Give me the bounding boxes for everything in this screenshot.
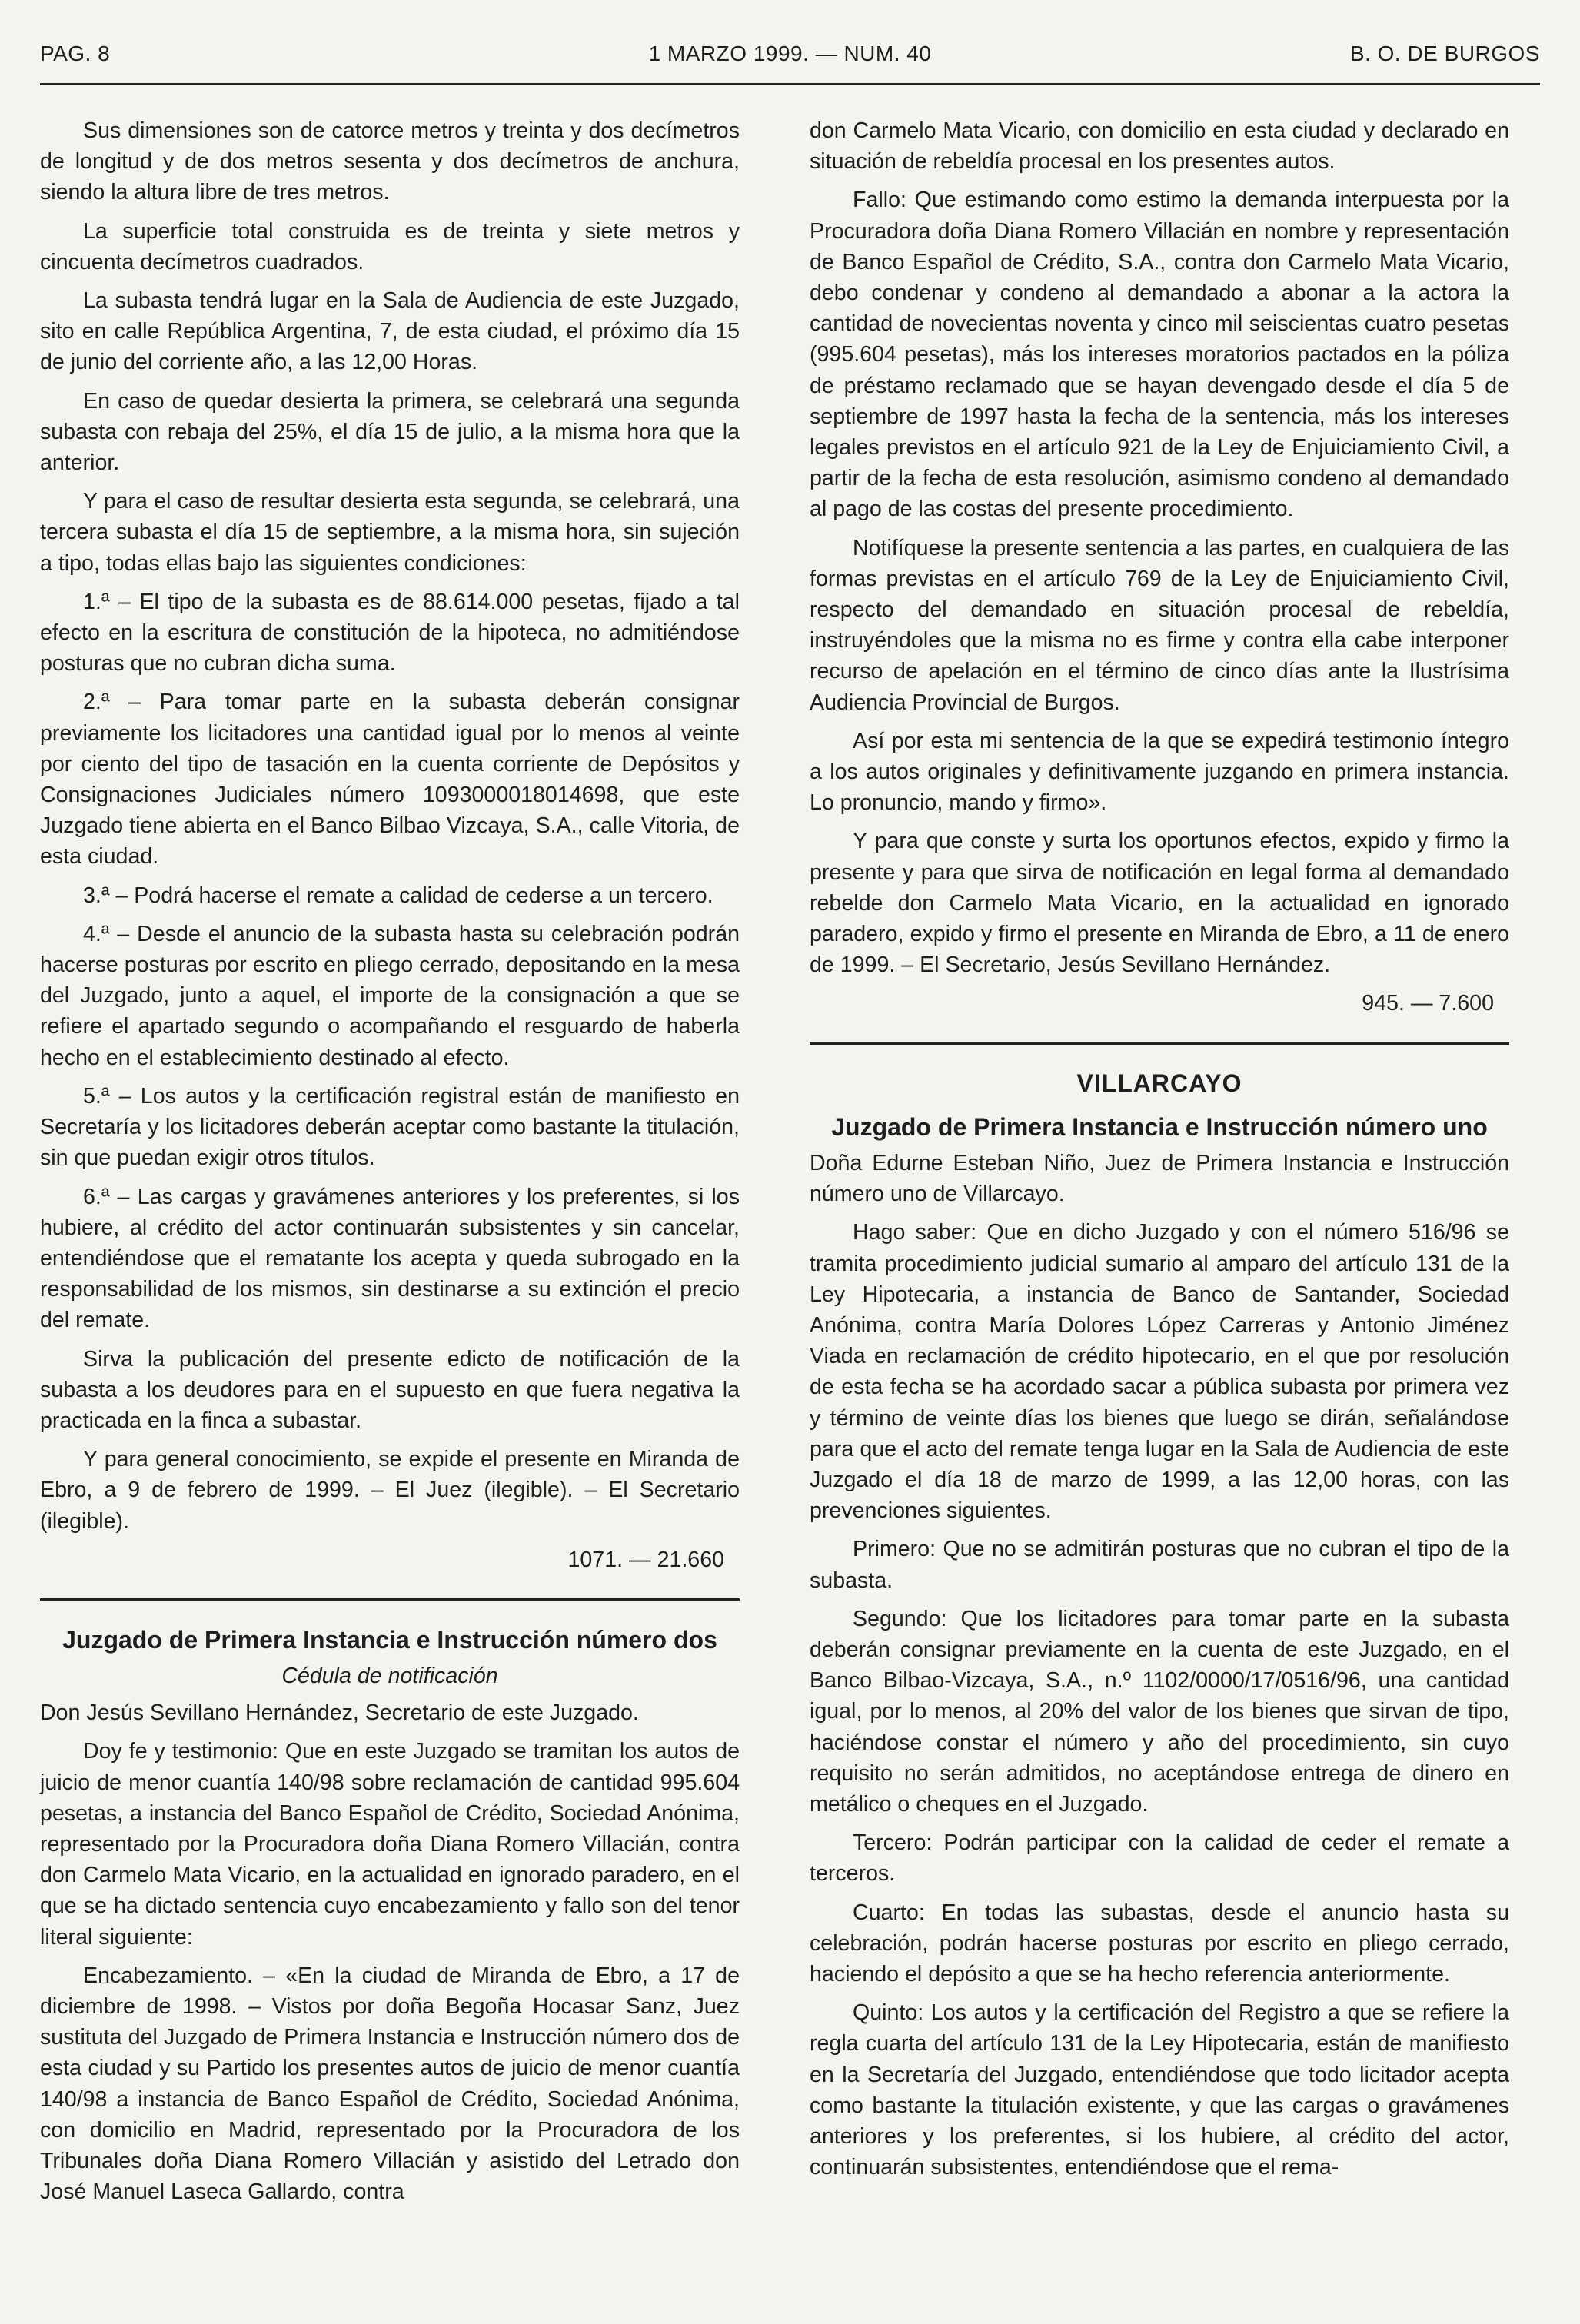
section-title: Juzgado de Primera Instancia e Instrucción número uno (831, 1112, 1488, 1141)
condition-1: 1.ª – El tipo de la subasta es de 88.614.000 pesetas, fijado a tal efecto en la escritura de constitución de la hipoteca, no admitiéndose posturas que no cubran dicha suma. (40, 589, 740, 677)
paragraph: Y para que conste y surta los oportunos efectos, expido y firmo la presente y para que sirva de notificación en legal forma al demandado rebelde don Carmelo Mata Vicario, en la actualidad en ignorado paradero, expido y firmo el presente en Miranda de Ebro, a 11 de enero de 1999. – El Secretario, Jesús Sevillano Hernández. (810, 829, 1509, 978)
paragraph: Notifíquese la presente sentencia a las partes, en cualquiera de las formas previstas en el artículo 769 de la Ley de Enjuiciamiento Civil, respecto del demandado en situación procesal de rebeldía, instruyéndoles que la misma no es firme y contra ella cabe interponer recurso de apelación en el término de cinco días ante la Ilustrísima Audiencia Provincial de Burgos. (810, 535, 1509, 715)
paragraph: Don Jesús Sevillano Hernández, Secretario de este Juzgado. (40, 1701, 639, 1726)
section-title: Juzgado de Primera Instancia e Instrucción número dos (62, 1625, 717, 1654)
section-divider (40, 1598, 740, 1601)
paragraph: Sirva la publicación del presente edicto de notificación de la subasta a los deudores para en el supuesto en que fuera negativa la practicada en la finca a subastar. (40, 1346, 740, 1433)
issue-date: 1 MARZO 1999. — NUM. 40 (648, 42, 932, 65)
reference-number: 945. — 7.600 (1362, 991, 1494, 1016)
paragraph: Primero: Que no se admitirán posturas que no cubran el tipo de la subasta. (810, 1537, 1509, 1593)
section-subtitle: Cédula de notificación (281, 1663, 498, 1688)
paragraph: Tercero: Podrán participar con la calidad de ceder el remate a terceros. (810, 1830, 1509, 1887)
paragraph: En caso de quedar desierta la primera, se celebrará una segunda subasta con rebaja del 25%, el día 15 de julio, a la misma hora que la anterior. (40, 388, 740, 476)
condition-3: 3.ª – Podrá hacerse el remate a calidad de cederse a un tercero. (83, 883, 713, 908)
paragraph: Y para general conocimiento, se expide el presente en Miranda de Ebro, a 9 de febrero de 1999. – El Juez (ilegible). – El Secretario (ilegible). (40, 1447, 740, 1534)
paragraph: Así por esta mi sentencia de la que se expedirá testimonio íntegro a los autos originales y definitivamente juzgando en primera instancia. Lo pronuncio, mando y firmo». (810, 728, 1509, 816)
paragraph: Segundo: Que los licitadores para tomar parte en la subasta deberán consignar previamente en la cuenta de este Juzgado, en el Banco Bilbao-Vizcaya, S.A., n.º 1102/0000/17/0516/96, una cantidad igual, por lo menos, al 20% del valor de los bienes que sirvan de tipo, haciéndose constar el número y año del procedimiento, sin cuyo requisito no serán admitidos, no aceptándose entrega de dinero en metálico o cheques en el Juzgado. (810, 1606, 1509, 1817)
paragraph: don Carmelo Mata Vicario, con domicilio en esta ciudad y declarado en situación de rebeldía procesal en los presentes autos. (810, 118, 1509, 175)
paragraph: Cuarto: En todas las subastas, desde el anuncio hasta su celebración, podrán hacerse posturas por escrito en pliego cerrado, haciendo el depósito a que se ha hecho referencia anteriormente. (810, 1900, 1509, 1987)
publication-name: B. O. DE BURGOS (1349, 42, 1540, 65)
paragraph: La subasta tendrá lugar en la Sala de Audiencia de este Juzgado, sito en calle República Argentina, 7, de esta ciudad, el próximo día 15 de junio del corriente año, a las 12,00 Horas. (40, 288, 740, 375)
condition-2: 2.ª – Para tomar parte en la subasta deberán consignar previamente los licitadores una cantidad igual por lo menos al veinte por ciento del tipo de tasación en la cuenta corriente de Depósitos y Consignaciones Judiciales número 1093000018014698, que este Juzgado tiene abierta en el Banco Bilbao Vizcaya, S.A., calle Vitoria, de esta ciudad. (40, 690, 740, 869)
right-column (810, 115, 1509, 2190)
reference-number: 1071. — 21.660 (567, 1547, 724, 1572)
page-header (40, 37, 1540, 85)
paragraph: La superficie total construida es de treinta y siete metros y cincuenta decímetros cuadrados. (40, 218, 740, 274)
place-heading: VILLARCAYO (1076, 1069, 1242, 1097)
paragraph: Encabezamiento. – «En la ciudad de Miranda de Ebro, a 17 de diciembre de 1998. – Vistos por doña Begoña Hocasar Sanz, Juez sustituta del Juzgado de Primera Instancia e Instrucción número dos de esta ciudad y su Partido los presentes autos de juicio de menor cuantía 140/98 a instancia de Banco Español de Crédito, Sociedad Anónima, con domicilio en Madrid, representado por la Procuradora de los Tribunales doña Diana Romero Villacián y asistido del Letrado don José Manuel Laseca Gallardo, contra (40, 1963, 740, 2205)
condition-5: 5.ª – Los autos y la certificación registral están de manifiesto en Secretaría y los licitadores deberán aceptar como bastante la titulación, sin que puedan exigir otros títulos. (40, 1083, 740, 1171)
paragraph: Doña Edurne Esteban Niño, Juez de Primera Instancia e Instrucción número uno de Villarcayo. (810, 1150, 1509, 1207)
paragraph: Sus dimensiones son de catorce metros y treinta y dos decímetros de longitud y de dos metros sesenta y dos decímetros de anchura, siendo la altura libre de tres metros. (40, 118, 740, 205)
paragraph: Y para el caso de resultar desierta esta segunda, se celebrará, una tercera subasta el día 15 de septiembre, a la misma hora, sin sujeción a tipo, todas ellas bajo las siguientes condiciones: (40, 489, 740, 576)
condition-6: 6.ª – Las cargas y gravámenes anteriores y los preferentes, si los hubiere, al crédito del actor continuarán subsistentes y sin cancelar, entendiéndose que el rematante los acepta y queda subrogado en la responsabilidad de los mismos, sin destinarse a su extinción el precio del remate. (40, 1184, 740, 1333)
page-number: PAG. 8 (40, 42, 111, 65)
left-column (40, 115, 740, 2215)
paragraph: Quinto: Los autos y la certificación del Registro a que se refiere la regla cuarta del artículo 131 de la Ley Hipotecaria, están de manifiesto en la Secretaría del Juzgado, entendiéndose que todo licitador acepta como bastante la titulación existente, y que las cargas o gravámenes anteriores y los preferentes, si los hubiere, al crédito del actor, continuarán subsistentes, entendiéndose que el rema- (810, 2000, 1509, 2180)
paragraph: Doy fe y testimonio: Que en este Juzgado se tramitan los autos de juicio de menor cuantía 140/98 sobre reclamación de cantidad 995.604 pesetas, a instancia del Banco Español de Crédito, Sociedad Anónima, representado por la Procuradora doña Diana Romero Villacián, contra don Carmelo Mata Vicario, en la actualidad en ignorado paradero, en el que se ha dictado sentencia cuyo encabezamiento y fallo son del tenor literal siguiente: (40, 1739, 740, 1950)
paragraph: Hago saber: Que en dicho Juzgado y con el número 516/96 se tramita procedimiento judicial sumario al amparo del artículo 131 de la Ley Hipotecaria, a instancia de Banco de Santander, Sociedad Anónima, contra María Dolores López Carreras y Antonio Jiménez Viada en reclamación de crédito hipotecario, en el que por resolución de esta fecha se ha acordado sacar a pública subasta por primera vez y término de veinte días los bienes que luego se dirán, señalándose para que el acto del remate tenga lugar en la Sala de Audiencia de este Juzgado el día 18 de marzo de 1999, a las 12,00 horas, con las prevenciones siguientes. (810, 1220, 1509, 1524)
condition-4: 4.ª – Desde el anuncio de la subasta hasta su celebración podrán hacerse posturas por escrito en pliego cerrado, depositando en la mesa del Juzgado, junto a aquel, el importe de la consignación a que se refiere el apartado segundo o acompañando el resguardo de haberla hecho en el establecimiento destinado al efecto. (40, 921, 740, 1070)
section-divider (810, 1042, 1509, 1045)
paragraph: Fallo: Que estimando como estimo la demanda interpuesta por la Procuradora doña Diana Romero Villacián en nombre y representación de Banco Español de Crédito, S.A., contra don Carmelo Mata Vicario, debo condenar y condeno al demandado a abonar a la actora la cantidad de novecientas noventa y cinco mil seiscientas cuatro pesetas (995.604 pesetas), más los intereses moratorios pactados en la póliza de préstamo reclamado que se hayan devengado desde el día 5 de septiembre de 1997 hasta la fecha de la sentencia, más los intereses legales previstos en el artículo 921 de la Ley de Enjuiciamiento Civil, a partir de la fecha de esta resolución, asimismo condeno al demandado al pago de las costas del presente procedimiento. (810, 188, 1509, 522)
